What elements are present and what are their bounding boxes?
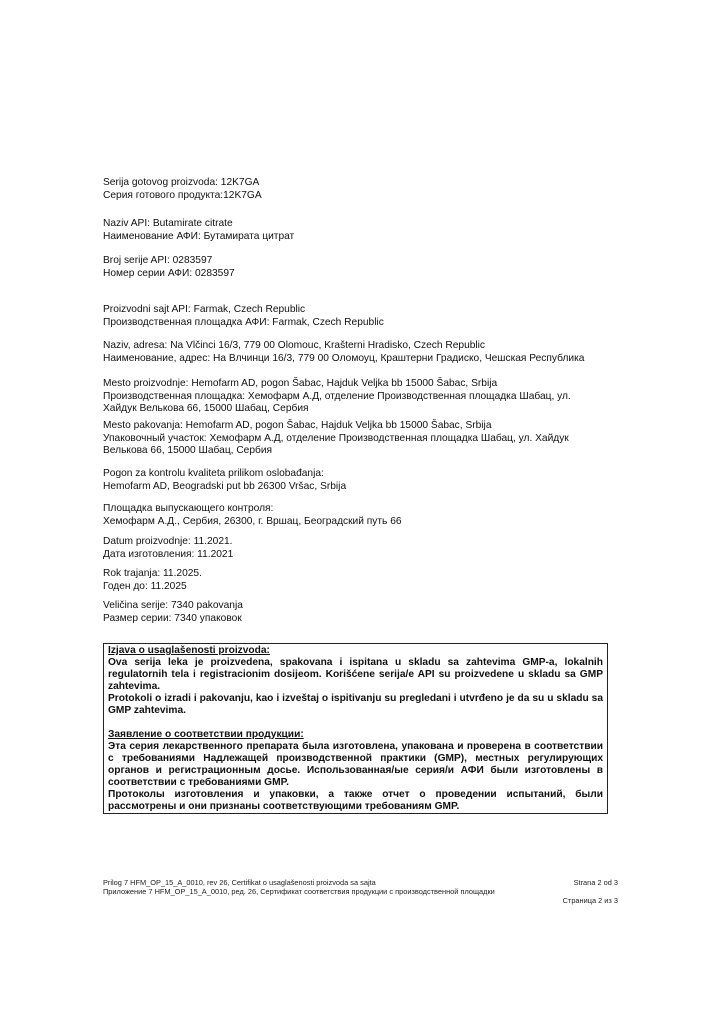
- declaration-paragraph-2-sr: Protokoli o izradi i pakovanju, kao i izveštaj o ispitivanju su pregledani i utvrđeno je da su u skladu sa GMP zahtevima.: [108, 693, 603, 717]
- api-site-sr: Proizvodni sajt API: Farmak, Czech Republic: [103, 304, 306, 315]
- batch-label-ru: Серия готового продукта:12K7GA: [103, 189, 262, 201]
- release-site-ru-2: Хемофарм А.Д., Сербия, 26300, г. Вршац, Београдский путь 66: [103, 515, 402, 527]
- declaration-heading-sr: Izjava o usaglašenosti proizvoda:: [108, 645, 270, 656]
- release-site-sr-2: Hemofarm AD, Beogradski put bb 26300 Vršac, Srbija: [103, 480, 347, 492]
- release-site-ru-1: Площадка выпускающего контроля:: [103, 503, 274, 514]
- api-name-sr: Naziv API: Butamirate citrate: [103, 218, 233, 229]
- api-batch-section: [103, 255, 643, 280]
- batch-size-section: [103, 600, 643, 625]
- release-site-section: [103, 468, 643, 493]
- packaging-site-ru-1: Упаковочный участок: Хемофарм А.Д, отделение Производственная площадка Шабац, ул. Хайдук: [103, 432, 569, 444]
- batch-label-sr: Serija gotovog proizvoda: 12K7GA: [103, 177, 260, 188]
- declaration-box: [103, 643, 608, 814]
- api-name-ru: Наименование АФИ: Бутамирата цитрат: [103, 230, 295, 242]
- manufacturing-site-sr: Mesto proizvodnje: Hemofarm AD, pogon Šabac, Hajduk Veljka bb 15000 Šabac, Srbija: [103, 378, 498, 389]
- batch-size-ru: Размер серии: 7340 упаковок: [103, 612, 242, 624]
- api-site-section: [103, 304, 643, 329]
- api-batch-ru: Номер серии АФИ: 0283597: [103, 267, 235, 279]
- release-site-sr-1: Pogon za kontrolu kvaliteta prilikom oslobađanja:: [103, 468, 324, 479]
- packaging-site-ru-2: Велькова 66, 15000 Шабац, Сербия: [103, 445, 273, 456]
- expiry-date-section: [103, 568, 643, 593]
- page-footer: [103, 878, 618, 905]
- api-site-ru: Производственная площадка АФИ: Farmak, Czech Republic: [103, 316, 384, 328]
- packaging-site-sr: Mesto pakovanja: Hemofarm AD, pogon Šabac, Hajduk Veljka bb 15000 Šabac, Srbija: [103, 420, 492, 431]
- finished-batch-section: [103, 177, 643, 202]
- batch-size-sr: Veličina serije: 7340 pakovanja: [103, 600, 243, 611]
- footer-page-number-sr: Strana 2 od 3: [573, 878, 618, 887]
- release-site-ru-section: [103, 503, 643, 528]
- manufacture-date-ru: Дата изготовления: 11.2021: [103, 548, 234, 560]
- manufacturing-site-ru-1: Производственная площадка: Хемофарм А.Д, отделение Производственная площадка Шабац, ул.: [103, 390, 571, 402]
- declaration-heading-ru: Заявление о соответствии продукции:: [108, 728, 304, 740]
- expiry-date-sr: Rok trajanja: 11.2025.: [103, 568, 202, 579]
- api-address-ru: Наименование, адрес: На Влчинци 16/3, 779 00 Оломоуц, Краштерни Градиско, Чешская Республика: [103, 352, 585, 364]
- manufacturing-site-section: [103, 378, 643, 416]
- api-address-section: [103, 340, 643, 365]
- expiry-date-ru: Годен до: 11.2025: [103, 580, 187, 592]
- manufacturing-site-ru-2: Хайдук Велькова 66, 15000 Шабац, Сербия: [103, 403, 309, 414]
- footer-reference-sr: Prilog 7 HFM_OP_15_A_0010, rev 26, Certifikat o usaglašenosti proizvoda sa sajta: [103, 878, 376, 887]
- manufacture-date-sr: Datum proizvodnje: 11.2021.: [103, 536, 233, 547]
- packaging-site-section: [103, 420, 643, 458]
- footer-page-number-ru: Страница 2 из 3: [562, 896, 618, 905]
- declaration-paragraph-1-sr: Ova serija leka je proizvedena, spakovana i ispitana u skladu sa zahtevima GMP-a, lokalnih regulatornih tela i registracionim dosijeom. Korišćene serija/e API su proizvedene u skladu sa GMP zahtevima.: [108, 657, 603, 693]
- footer-reference-ru: Приложение 7 HFM_OP_15_A_0010, ред. 26, Сертификат соответствия продукции с производственной площадки: [103, 887, 495, 896]
- declaration-paragraph-1-ru: Эта серия лекарственного препарата была изготовлена, упакована и проверена в соответствии с требованиями Надлежащей производственной практики (GMP), местных регулирующих органов и регистрационным досье. Использованная/ые серия/и АФИ были изготовлены в соответствии с требованиями GMP.: [108, 740, 603, 788]
- declaration-paragraph-2-ru: Протоколы изготовления и упаковки, а также отчет о проведении испытаний, были рассмотрены и они признаны соответствующими требованиям GMP.: [108, 789, 603, 813]
- manufacture-date-section: [103, 536, 643, 561]
- api-address-sr: Naziv, adresa: Na Vlčinci 16/3, 779 00 Olomouc, Krašterni Hradisko, Czech Republic: [103, 340, 486, 351]
- api-batch-sr: Broj serije API: 0283597: [103, 255, 213, 266]
- api-name-section: [103, 218, 643, 243]
